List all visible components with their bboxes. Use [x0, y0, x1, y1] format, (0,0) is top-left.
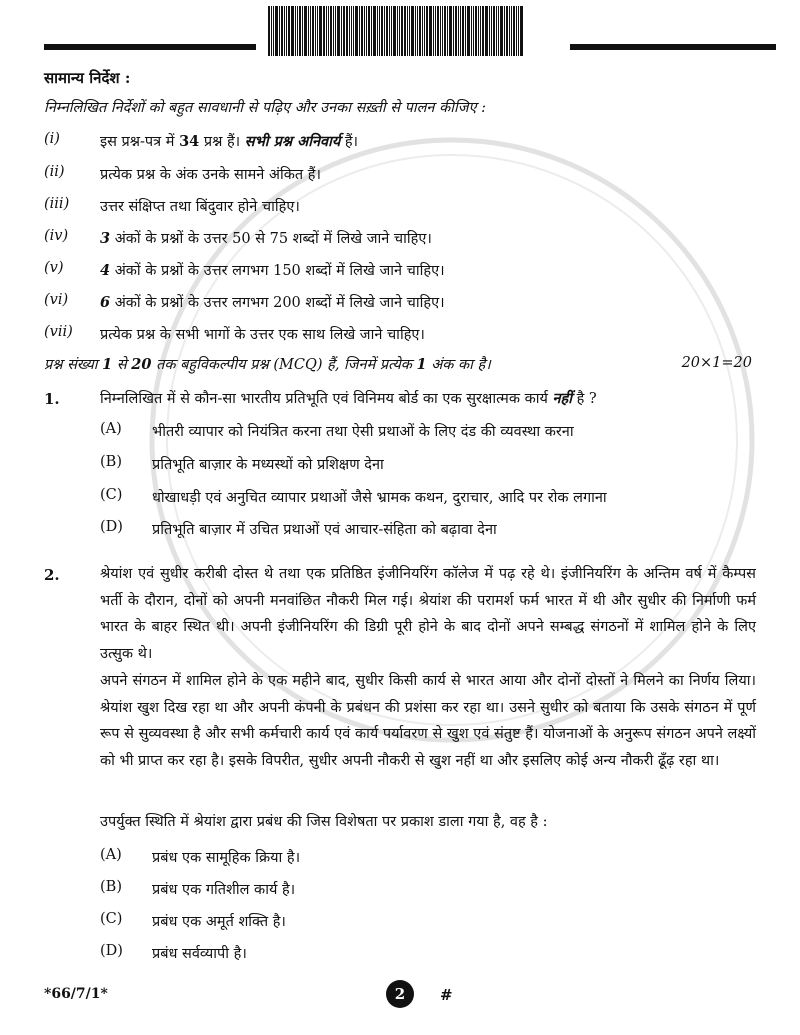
barcode-bar: [295, 6, 296, 56]
barcode-bar: [297, 6, 298, 56]
option-label: (C): [100, 911, 123, 927]
barcode-bar: [302, 6, 303, 56]
barcode-bar: [460, 6, 461, 56]
barcode-bar: [475, 6, 477, 56]
instruction-number: (iv): [44, 228, 69, 244]
instruction-number: (i): [44, 131, 60, 147]
barcode-bar: [368, 6, 370, 56]
barcode-bar: [389, 6, 390, 56]
barcode-bar: [449, 6, 452, 56]
barcode-bar: [513, 6, 515, 56]
instruction-text: 3 अंकों के प्रश्नों के उत्तर 50 से 75 शब्दों में लिखे जाने चाहिए।: [100, 230, 432, 247]
section-marks: 20×1=20: [681, 355, 752, 371]
barcode-bar: [478, 6, 479, 56]
barcode-bar: [275, 6, 278, 56]
instruction-number: (vi): [44, 292, 69, 308]
barcode-bar: [518, 6, 519, 56]
barcode-bar: [355, 6, 358, 56]
barcode-bar: [268, 6, 270, 56]
barcode-bar: [401, 6, 403, 56]
barcode-bar: [317, 6, 318, 56]
instruction-number: (vii): [44, 324, 73, 340]
option-label: (B): [100, 454, 122, 470]
barcode-bar: [411, 6, 414, 56]
barcode-bar: [440, 6, 441, 56]
barcode-bar: [308, 6, 309, 56]
barcode-bar: [516, 6, 517, 56]
barcode-bar: [284, 6, 285, 56]
barcode-bar: [341, 6, 342, 56]
barcode-bar: [377, 6, 378, 56]
instruction-text: 6 अंकों के प्रश्नों के उत्तर लगभग 200 शब्दों में लिखे जाने चाहिए।: [100, 294, 445, 311]
barcode-bar: [437, 6, 439, 56]
barcode-bar: [489, 6, 490, 56]
question-text: उपर्युक्त स्थिति में श्रेयांश द्वारा प्रबंध की जिस विशेषता पर प्रकाश डाला गया है, वह है :: [100, 814, 548, 830]
barcode-bar: [399, 6, 400, 56]
option-label: (B): [100, 879, 122, 895]
barcode-bar: [491, 6, 492, 56]
barcode-bar: [271, 6, 272, 56]
barcode-bar: [415, 6, 416, 56]
barcode-bar: [419, 6, 421, 56]
instruction-text: 4 अंकों के प्रश्नों के उत्तर लगभग 150 शब्दों में लिखे जाने चाहिए।: [100, 262, 445, 279]
barcode-bar: [465, 6, 466, 56]
barcode-bar: [281, 6, 283, 56]
barcode-bar: [304, 6, 307, 56]
barcode-bar: [471, 6, 472, 56]
instructions-intro: निम्नलिखित निर्देशों को बहुत सावधानी से पढ़िए और उनका सख़्ती से पालन कीजिए :: [44, 100, 487, 116]
option-text: प्रबंध एक अमूर्त शक्ति है।: [152, 914, 286, 930]
instruction-text: प्रत्येक प्रश्न के अंक उनके सामने अंकित हैं।: [100, 167, 321, 183]
barcode-bar: [462, 6, 464, 56]
barcode-bar: [343, 6, 345, 56]
barcode-bar: [435, 6, 436, 56]
question-text: निम्नलिखित में से कौन-सा भारतीय प्रतिभूति एवं विनिमय बोर्ड का एक सुरक्षात्मक कार्य नहीं है ?: [100, 390, 597, 407]
barcode-bar: [393, 6, 396, 56]
barcode-bar: [511, 6, 512, 56]
barcode-bar: [359, 6, 360, 56]
barcode-bar: [353, 6, 354, 56]
barcode-bar: [509, 6, 510, 56]
option-text: प्रबंध एक गतिशील कार्य है।: [152, 882, 296, 898]
instruction-text: उत्तर संक्षिप्त तथा बिंदुवार होने चाहिए।: [100, 199, 300, 215]
barcode-bar: [312, 6, 314, 56]
barcode-bar: [397, 6, 398, 56]
hash-mark: #: [440, 986, 453, 1004]
barcode-bar: [485, 6, 488, 56]
barcode-bar: [310, 6, 311, 56]
barcode-bar: [422, 6, 423, 56]
barcode-bar: [384, 6, 385, 56]
barcode-bar: [458, 6, 459, 56]
option-label: (A): [100, 421, 122, 437]
barcode-bar: [286, 6, 287, 56]
instructions-title: सामान्य निर्देश :: [44, 69, 131, 87]
instruction-number: (ii): [44, 164, 65, 180]
barcode-bar: [473, 6, 474, 56]
barcode-bar: [424, 6, 425, 56]
header-rule-left: [44, 44, 256, 50]
page-number: 2: [386, 980, 414, 1008]
barcode-bar: [328, 6, 329, 56]
instruction-text: प्रत्येक प्रश्न के सभी भागों के उत्तर एक साथ लिखे जाने चाहिए।: [100, 327, 425, 343]
barcode-bar: [504, 6, 505, 56]
option-text: प्रबंध एक सामूहिक क्रिया है।: [152, 850, 301, 866]
barcode-bar: [379, 6, 380, 56]
option-text: प्रबंध सर्वव्यापी है।: [152, 946, 247, 962]
barcode-bar: [493, 6, 495, 56]
barcode-bar: [291, 6, 294, 56]
barcode-bar: [407, 6, 408, 56]
barcode-bar: [371, 6, 372, 56]
instruction-text: इस प्रश्न-पत्र में 34 प्रश्न हैं। सभी प्रश्न अनिवार्य हैं।: [100, 133, 359, 150]
barcode-bar: [319, 6, 322, 56]
barcode-bar: [273, 6, 274, 56]
barcode-bar: [315, 6, 316, 56]
barcode-bar: [288, 6, 290, 56]
barcode-bar: [480, 6, 481, 56]
barcode-bar: [496, 6, 497, 56]
section-instruction: प्रश्न संख्या 1 से 20 तक बहुविकल्पीय प्रश्न (MCQ) हैं, जिनमें प्रत्येक 1 अंक का है।: [44, 356, 491, 373]
barcode-bar: [506, 6, 508, 56]
barcode-bar: [520, 6, 523, 56]
barcode: [268, 6, 560, 56]
barcode-bar: [429, 6, 432, 56]
barcode-bar: [381, 6, 383, 56]
option-text: धोखाधड़ी एवं अनुचित व्यापार प्रथाओं जैसे भ्रामक कथन, दुराचार, आदि पर रोक लगाना: [152, 490, 607, 506]
option-label: (D): [100, 943, 123, 959]
barcode-bar: [366, 6, 367, 56]
barcode-bar: [482, 6, 484, 56]
barcode-bar: [500, 6, 503, 56]
barcode-bar: [447, 6, 448, 56]
option-text: प्रतिभूति बाज़ार के मध्यस्थों को प्रशिक्षण देना: [152, 457, 384, 473]
barcode-bar: [455, 6, 457, 56]
barcode-bar: [442, 6, 443, 56]
barcode-bar: [326, 6, 327, 56]
instruction-number: (v): [44, 260, 64, 276]
instruction-number: (iii): [44, 196, 70, 212]
option-label: (D): [100, 519, 123, 535]
question-passage: श्रेयांश एवं सुधीर करीबी दोस्त थे तथा एक प्रतिष्ठित इंजीनियरिंग कॉलेज में पढ़ रहे थे। इंजीनियरिंग के अन्तिम वर्ष में कैम्पस भर्ती के दौरान, दोनों को अपनी मनवांछित नौकरी मिल गई। श्रेयांश की परामर्श फर्म भारत में थी और सुधीर की निर्माणी फर्म भारत के बाहर स्थित थी। अपनी इंजीनियरिंग की डिग्री पूरी होने के बाद दोनों अपने सम्बद्ध संगठनों में शामिल होने के लिए उत्सुक थे।: [100, 566, 756, 662]
question-number: 2.: [44, 566, 60, 584]
barcode-bar: [391, 6, 392, 56]
question-number: 1.: [44, 390, 60, 408]
option-label: (A): [100, 847, 122, 863]
barcode-bar: [444, 6, 446, 56]
option-text: प्रतिभूति बाज़ार में उचित प्रथाओं एवं आचार-संहिता को बढ़ावा देना: [152, 522, 497, 538]
barcode-bar: [349, 6, 350, 56]
barcode-bar: [453, 6, 454, 56]
barcode-bar: [333, 6, 334, 56]
barcode-bar: [498, 6, 499, 56]
barcode-bar: [323, 6, 325, 56]
barcode-bar: [433, 6, 434, 56]
option-text: भीतरी व्यापार को नियंत्रित करना तथा ऐसी प्रथाओं के लिए दंड की व्यवस्था करना: [152, 424, 574, 440]
question-passage: अपने संगठन में शामिल होने के एक महीने बाद, सुधीर किसी कार्य से भारत आया और दोनों दोस्तों ने मिलने का निर्णय लिया। श्रेयांश खुश दिख रहा था और अपनी कंपनी के प्रबंधन की प्रशंसा कर रहा था। उसने सुधीर को बताया कि उसके संगठन में पूर्ण रूप से सुव्यवस्था है और सभी कर्मचारी कार्य एवं कार्य पर्यावरण से खुश एवं संतुष्ट हैं। योजनाओं के अनुरूप संगठन अपने लक्ष्यों को भी प्राप्त कर रहा है। इसके विपरीत, सुधीर अपनी नौकरी से खुश नहीं था और इसलिए कोई अन्य नौकरी ढूँढ़ रहा था।: [100, 673, 756, 769]
barcode-bar: [299, 6, 301, 56]
barcode-bar: [364, 6, 365, 56]
barcode-bar: [409, 6, 410, 56]
barcode-bar: [279, 6, 280, 56]
barcode-bar: [467, 6, 470, 56]
option-label: (C): [100, 487, 123, 503]
barcode-bar: [330, 6, 332, 56]
barcode-bar: [417, 6, 418, 56]
barcode-bar: [337, 6, 340, 56]
barcode-bar: [373, 6, 376, 56]
barcode-bar: [335, 6, 336, 56]
barcode-bar: [351, 6, 352, 56]
barcode-bar: [361, 6, 363, 56]
paper-code: *66/7/1*: [44, 986, 108, 1002]
barcode-bar: [404, 6, 406, 56]
barcode-bar: [346, 6, 348, 56]
barcode-bar: [386, 6, 388, 56]
barcode-bar: [426, 6, 428, 56]
header-rule-right: [570, 44, 776, 50]
